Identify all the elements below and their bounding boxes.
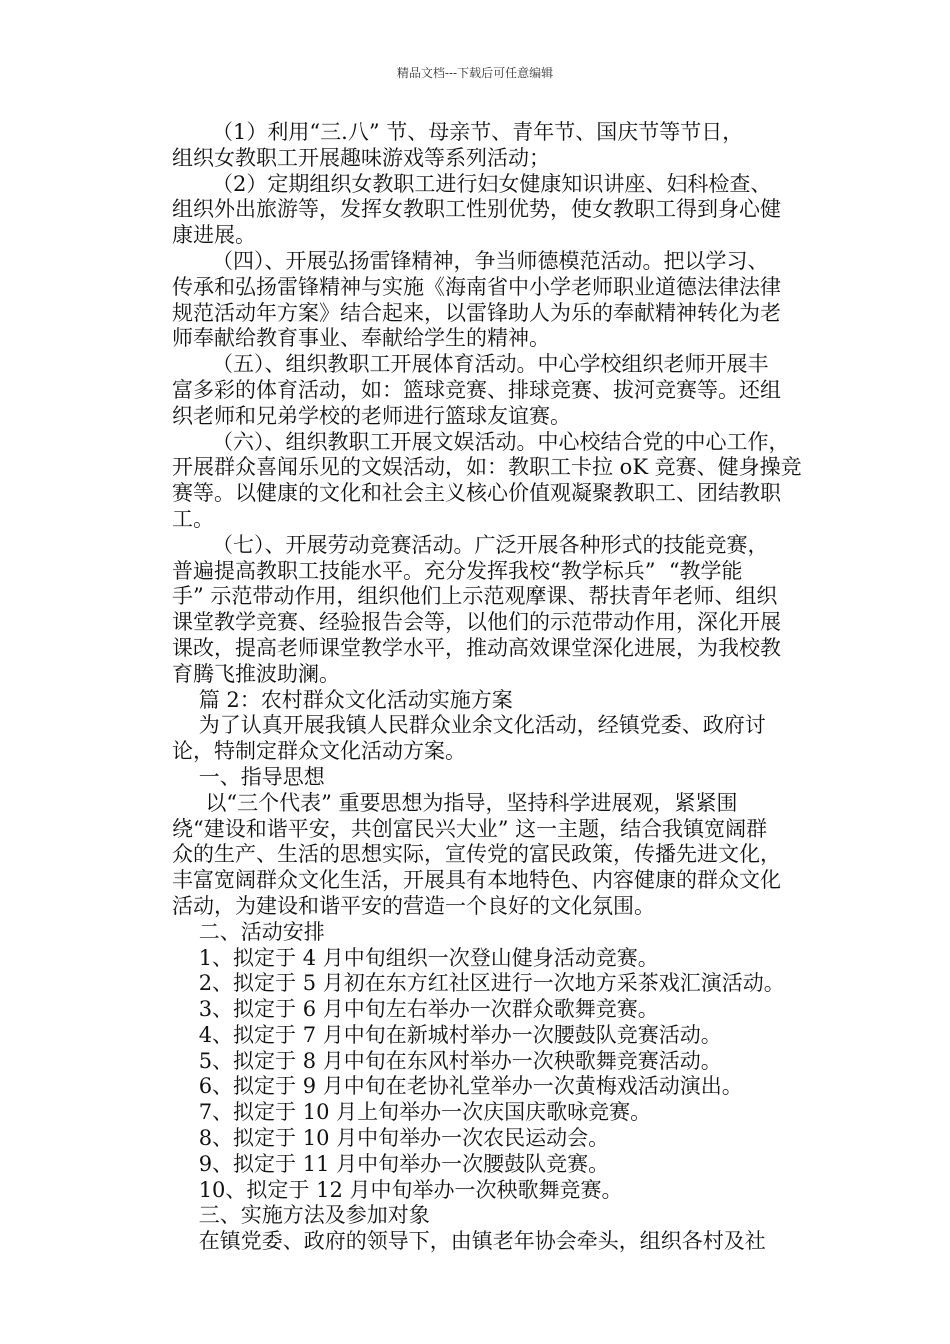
text-line: 丰富宽阔群众文化生活，开展具有本地特色、内容健康的群众文化: [172, 868, 781, 893]
text-line: 普遍提高教职工技能水平。充分发挥我校“教学标兵” “教学能: [172, 558, 743, 583]
text-line: 绕“建设和谐平安，共创富民兴大业” 这一主题，结合我镇宽阔群: [172, 816, 768, 841]
text-line: 4、拟定于 7 月中旬在新城村举办一次腰鼓队竞赛活动。: [172, 1022, 722, 1047]
text-line: （1）利用“三.八” 节、母亲节、青年节、国庆节等节日，: [172, 120, 744, 144]
text-line: 织老师和兄弟学校的老师进行篮球友谊赛。: [172, 403, 571, 428]
text-line: 2、拟定于 5 月初在东方红社区进行一次地方采茶戏汇演活动。: [172, 971, 785, 996]
text-line: （五）、组织教职工开展体育活动。中心学校组织老师开展丰: [172, 352, 769, 377]
text-line: 二、活动安排: [172, 919, 325, 944]
text-line: 赛等。以健康的文化和社会主义核心价值观凝聚教职工、团结教职: [172, 481, 781, 506]
text-line: 开展群众喜闻乐见的文娱活动，如：教职工卡拉 oK 竞赛、健身操竞: [172, 455, 802, 480]
page-header: 精品文档---下载后可任意编辑: [396, 66, 554, 80]
text-line: 3、拟定于 6 月中旬左右举办一次群众歌舞竞赛。: [172, 997, 659, 1022]
text-line: 5、拟定于 8 月中旬在东风村举办一次秧歌舞竞赛活动。: [172, 1048, 722, 1073]
text-line: 师奉献给教育事业、奉献给学生的精神。: [172, 326, 550, 351]
text-line: 一、指导思想: [172, 764, 325, 789]
text-line: 10、拟定于 12 月中旬举办一次秧歌舞竞赛。: [172, 1177, 623, 1202]
text-line: 育腾飞推波助澜。: [172, 661, 340, 686]
text-line: 三、实施方法及参加对象: [172, 1203, 430, 1228]
text-line: 课改，提高老师课堂教学水平，推动高效课堂深化进展，为我校教: [172, 635, 781, 660]
text-line: 篇 2：农村群众文化活动实施方案: [172, 687, 513, 712]
text-line: （四）、开展弘扬雷锋精神，争当师德模范活动。把以学习、: [172, 248, 769, 273]
text-line: 以“三个代表” 重要思想为指导，坚持科学进展观，紧紧围: [172, 790, 738, 815]
text-line: 8、拟定于 10 月中旬举办一次农民运动会。: [172, 1126, 610, 1151]
text-line: 传承和弘扬雷锋精神与实施《海南省中小学老师职业道德法律法律: [172, 274, 781, 299]
text-line: 为了认真开展我镇人民群众业余文化活动，经镇党委、政府讨: [172, 713, 766, 738]
text-line: 众的生产、生活的思想实际，宣传党的富民政策，传播先进文化，: [172, 842, 781, 867]
text-line: 康进展。: [172, 223, 256, 248]
text-line: 组织女教职工开展趣味游戏等系列活动；: [172, 145, 550, 170]
text-line: 工。: [172, 506, 214, 531]
text-line: （六）、组织教职工开展文娱活动。中心校结合党的中心工作，: [172, 429, 790, 454]
document-body: [172, 120, 807, 1255]
text-line: 6、拟定于 9 月中旬在老协礼堂举办一次黄梅戏活动演出。: [172, 1074, 743, 1099]
text-line: （七）、开展劳动竞赛活动。广泛开展各种形式的技能竞赛，: [172, 532, 769, 557]
text-line: 手” 示范带动作用，组织他们上示范观摩课、帮扶青年老师、组织: [172, 584, 778, 609]
text-line: 7、拟定于 10 月上旬举办一次庆国庆歌咏竞赛。: [172, 1100, 652, 1125]
text-line: 规范活动年方案》结合起来，以雷锋助人为乐的奉献精神转化为老: [172, 300, 781, 325]
text-line: 论，特制定群众文化活动方案。: [172, 739, 466, 764]
text-line: （2）定期组织女教职工进行妇女健康知识讲座、妇科检查、: [172, 171, 772, 196]
text-line: 活动，为建设和谐平安的营造一个良好的文化氛围。: [172, 893, 655, 918]
text-line: 课堂教学竞赛、经验报告会等，以他们的示范带动作用，深化开展: [172, 610, 781, 635]
text-line: 组织外出旅游等，发挥女教职工性别优势，使女教职工得到身心健: [172, 197, 781, 222]
text-line: 富多彩的体育活动，如：篮球竞赛、排球竞赛、拔河竞赛等。还组: [172, 377, 781, 402]
text-line: 9、拟定于 11 月中旬举办一次腰鼓队竞赛。: [172, 1151, 610, 1176]
text-line: 在镇党委、政府的领导下，由镇老年协会牵头，组织各村及社: [172, 1229, 766, 1254]
text-line: 1、拟定于 4 月中旬组织一次登山健身活动竞赛。: [172, 945, 659, 970]
